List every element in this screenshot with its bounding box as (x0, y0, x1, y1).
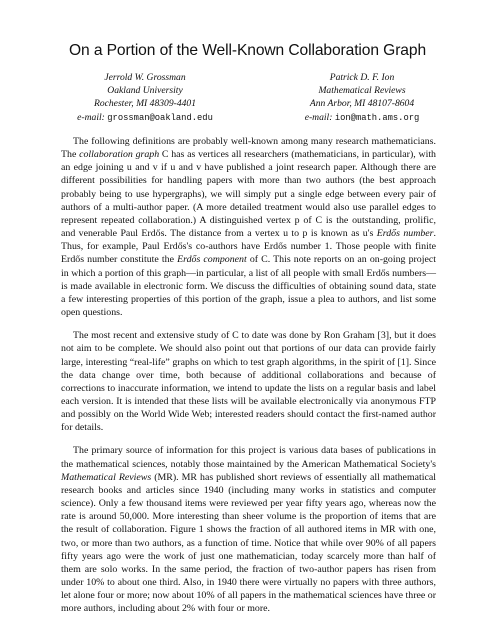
email-label: e-mail: (77, 111, 105, 123)
italic-term: Erdős number (376, 228, 434, 240)
author-address: Ann Arbor, MI 48107-8604 (309, 98, 415, 110)
paragraph-text: The primary source of information for this project is various data bases of publications in the mathematical sciences, notably those maintained by the American Mathematical Society's (61, 445, 436, 470)
paragraph-text: (MR). MR has published short reviews of essentially all mathematical research books and articles since 1940 (including many works in statistics and computer science). Only a few thousand items were reviewed per year fifty years ago, whereas now the rate is around 50,000. More interesting than sheer volume is the proportion of items that are the result of collaboration. Figure 1 shows the fraction of all authored items in MR with one, two, or more than two authors, as a function of time. Notice that while over 90% of all papers fifty years ago were the work of just one mathematician, today scarcely more than half of them are solo works. In the same period, the fraction of two-author papers has risen from under 10% to about one third. Also, in 1940 there were virtually no papers with three authors, let alone four or more; now about 10% of all papers in the mathematical sciences have three or more authors, including about 2% with four or more. (61, 471, 437, 615)
body-paragraph (61, 135, 436, 319)
paragraph-text: C has as vertices all researchers (mathematicians, in particular), with an edge joining u and v if u and v have published a joint research paper. Although there are different possibilities for handling papers with more than two authors (the best approach probably being to use hypergraphs), we will simply put a single edge between every pair of authors of a multi-author paper. (A more detailed treatment would also use parallel edges to represent repeated collaboration.) A distinguished vertex p of C is the outstanding, prolific, and venerable Paul Erdős. The distance from a vertex u to p is known as u's (61, 149, 436, 240)
email-label: e-mail: (304, 111, 333, 123)
author-block-2 (252, 71, 472, 125)
author-affiliation: Mathematical Reviews (318, 85, 406, 97)
author-name: Patrick D. F. Ion (329, 72, 395, 83)
paper-title: On a Portion of the Well-Known Collaboration Graph (68, 42, 427, 59)
author-email[interactable]: ion@math.ams.org (334, 112, 420, 123)
paragraph-text: The following definitions are probably well-known among many research mathematicians. The (61, 136, 436, 161)
italic-term: collaboration graph (79, 149, 160, 161)
italic-term: Erdős component (177, 254, 247, 266)
author-address: Rochester, MI 48309-4401 (93, 98, 197, 110)
author-affiliation: Oakland University (107, 85, 183, 97)
author-email-line (35, 111, 255, 125)
paragraph-text: . Thus, for example, Paul Erdős's co-authors have Erdős number 1. Those people with finite Erdős number constitute the (61, 228, 436, 266)
paper-body (61, 135, 436, 625)
author-block-1 (35, 71, 255, 125)
author-email-line (252, 111, 472, 125)
paragraph-text: The most recent and extensive study of C to date was done by Ron Graham [3], but it does not aim to be complete. We should also point out that portions of our data can provide fairly large, interesting “real-life” graphs on which to test graph algorithms, in the spirit of [1]. Since the data change over time, both because of additional collaborations and because of corrections to inaccurate information, we intend to update the lists on a regular basis and label each version. It is intended that these lists will be available electronically via anonymous FTP and possibly on the World Wide Web; interested readers should contact the first-named author for details. (61, 330, 436, 434)
author-email[interactable]: grossman@oakland.edu (107, 112, 213, 123)
body-paragraph (61, 329, 436, 434)
author-name: Jerrold W. Grossman (104, 72, 186, 83)
paragraph-text: of C. This note reports on an on-going project in which a portion of this graph—in particular, a list of all people with small Erdős numbers—is made available in electronic form. We discuss the difficulties of obtaining sound data, state a few interesting properties of this portion of the graph, issue a plea to authors, and list some open questions. (61, 254, 436, 319)
italic-term: Mathematical Reviews (61, 471, 152, 483)
body-paragraph (61, 444, 436, 615)
